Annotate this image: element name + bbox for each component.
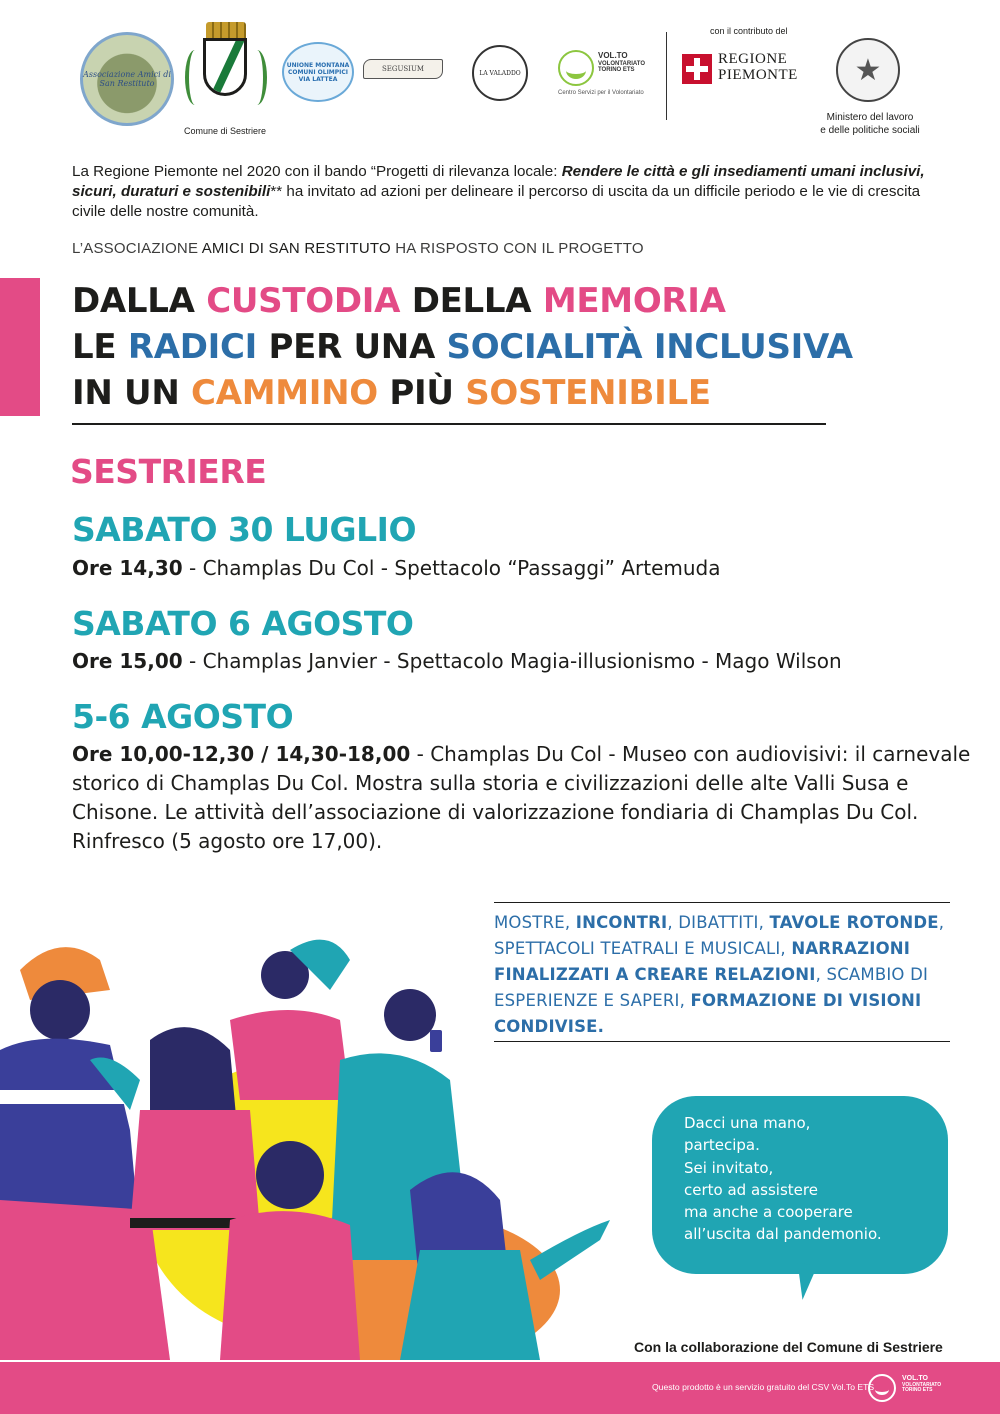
shirt-stripe (0, 1090, 135, 1104)
people-illustration (0, 930, 640, 1360)
san-restituto-logo-text: Associazione Amici di San Restituto (83, 70, 171, 88)
ministero-caption: Ministero del lavoro e delle politiche sociali (820, 112, 920, 136)
person-head (256, 1141, 324, 1209)
ministero-emblem-icon (836, 38, 900, 102)
footer-brand: VOL.TO VOLONTARIATO TORINO ETS (902, 1375, 942, 1394)
unione-montana-logo (282, 42, 354, 102)
pink-accent-bar (0, 278, 40, 416)
segusium-logo-text: SEGUSIUM (363, 59, 443, 79)
event-date: SABATO 30 LUGLIO (72, 510, 416, 549)
crown-icon (206, 22, 246, 38)
piemonte-flag-icon (682, 54, 712, 84)
volto-name: VOL.TO VOLONTARIATO TORINO ETS (598, 51, 645, 74)
headline-divider (72, 423, 826, 425)
logos-header (70, 20, 930, 140)
comune-caption: Comune di Sestriere (183, 126, 267, 136)
person-top (400, 1250, 540, 1360)
volto-mark-icon (558, 50, 594, 86)
headline-line-1: DALLA CUSTODIA DELLA MEMORIA (72, 281, 726, 321)
headline-line-2: LE RADICI PER UNA SOCIALITÀ INCLUSIVA (72, 327, 853, 367)
person-shirt (220, 1211, 360, 1360)
bando-title: Rendere le città e gli insediamenti umani inclusivi, sicuri, duraturi e sostenibili (72, 163, 925, 201)
laurel-right-icon (247, 50, 267, 105)
speech-bubble-tail (793, 1263, 818, 1301)
shield-icon (203, 38, 247, 96)
volto-subtitle: Centro Servizi per il Volontariato (558, 90, 644, 96)
intro-paragraph: La Regione Piemonte nel 2020 con il bando “Progetti di rilevanza locale: Rendere le città e gli insediamenti umani inclusivi, sicuri, duraturi e sostenibili** ha invitato ad azioni per delineare il percorso di uscita da un difficile periodo e le vie di crescita civile delle nostre comunità. (72, 163, 925, 221)
event-description: Ore 15,00 - Champlas Janvier - Spettacolo Magia-illusionismo - Mago Wilson (72, 649, 842, 673)
activities-top-rule (494, 902, 950, 903)
event-date: 5-6 AGOSTO (72, 697, 294, 736)
regione-piemonte-logo (682, 52, 807, 92)
valaddo-logo-text: LA VALADDO (479, 69, 521, 77)
association-line: L’ASSOCIAZIONE AMICI DI SAN RESTITUTO HA RISPOSTO CON IL PROGETTO (72, 240, 644, 257)
unione-logo-text: UNIONE MONTANA COMUNI OLIMPICI VIA LATTEA (286, 61, 350, 83)
person-dress (130, 1110, 260, 1230)
regione-piemonte-text: REGIONE PIEMONTE (718, 51, 798, 83)
footer-text: Questo prodotto è un servizio gratuito del CSV Vol.To ETS (652, 1382, 875, 1392)
volto-logo (558, 50, 658, 110)
event-description: Ore 10,00-12,30 / 14,30-18,00 - Champlas Du Col - Museo con audiovisivi: il carnevale storico di Champlas Du Col. Mostra sulla storia e civilizzazioni delle alte Valli Susa e Chisone. Le attività dell’associazione di valorizzazione fondiaria di Champlas Du Col. Rinfresco (5 agosto ore 17,00). (72, 742, 971, 853)
san-restituto-logo (80, 32, 174, 126)
phone-icon (430, 1030, 442, 1052)
association-name: AMICI DI SAN RESTITUTO (201, 240, 391, 257)
activities-list: MOSTRE, INCONTRI, DIBATTITI, TAVOLE ROTONDE, SPETTACOLI TEATRALI E MUSICALI, NARRAZIONI FINALIZZATI A CREARE RELAZIONI, SCAMBIO DI ESPERIENZE E SAPERI, FORMAZIONE DI VISIONI CONDIVISE. (494, 913, 945, 1036)
comune-sestriere-logo (175, 20, 275, 140)
valaddo-logo (472, 45, 528, 101)
person-shirt (230, 1010, 350, 1100)
person-head (30, 980, 90, 1040)
logo-divider (666, 32, 667, 120)
event-date: SABATO 6 AGOSTO (72, 604, 414, 643)
contributo-label: con il contributo del (710, 26, 788, 36)
volto-footer-icon (868, 1374, 896, 1402)
project-headline (72, 278, 932, 416)
event-description: Ore 14,30 - Champlas Du Col - Spettacolo “Passaggi” Artemuda (72, 556, 721, 580)
laurel-left-icon (185, 50, 205, 105)
speech-bubble-text: Dacci una mano, partecipa. Sei invitato, certo ad assistere ma anche a cooperare all’uscita dal pandemonio. (684, 1114, 882, 1244)
person-head (384, 989, 436, 1041)
collaboration-note: Con la collaborazione del Comune di Sestriere (634, 1339, 943, 1355)
headline-line-3: IN UN CAMMINO PIÙ SOSTENIBILE (72, 373, 711, 413)
segusium-logo (363, 55, 443, 85)
place-title: SESTRIERE (70, 452, 267, 491)
person-arm (530, 1220, 610, 1280)
